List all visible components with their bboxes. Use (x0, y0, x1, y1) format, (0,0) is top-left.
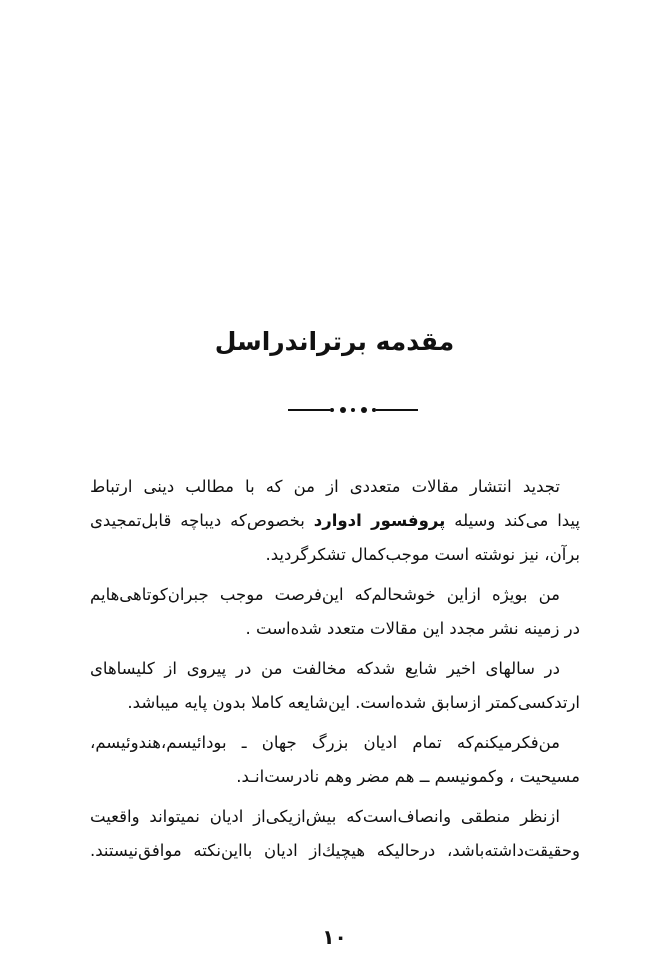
paragraph-2 (90, 578, 580, 646)
text-run: بخصوص‌که دیباچه قابل‌تمجیدی (90, 511, 314, 530)
paragraph-4 (90, 726, 580, 794)
text-line: مسیحیت ، وکمونیسم ــ هم مضر وهم نادرست‌انـد. (236, 767, 580, 786)
ornament-dot (361, 407, 367, 413)
chapter-title: مقدمه برتراندراسل (214, 327, 455, 356)
text-line: در زمینه نشر مجدد این مقالات متعدد شده‌است . (245, 619, 580, 638)
author-name: پروفسور ادوارد (313, 511, 446, 530)
paragraph-3 (90, 652, 580, 720)
text-line: تجدید انتشار مقالات متعددی از من که با مطالب دینی ارتباط (90, 477, 560, 496)
text-line: من‌فکرمیکنم‌که تمام ادیان بزرگ جهان ـ بودائیسم،هندوئیسم، (90, 733, 560, 752)
paragraph-5 (90, 800, 580, 868)
text-line: ازنظر منطقی وانصاف‌است‌که بیش‌ازیکی‌از ادیان نمیتواند واقعیت (90, 807, 560, 826)
title-ornament (288, 404, 418, 416)
text-line: برآن، نیز نوشته است موجب‌کمال تشکرگردید. (265, 545, 580, 564)
text-line (90, 504, 580, 538)
ornament-dots (330, 404, 376, 416)
page-number: ۱۰ (322, 925, 347, 949)
ornament-dot (330, 408, 334, 412)
ornament-dot (351, 408, 355, 412)
text-line: وحقیقت‌داشته‌باشد، درحالیکه هیچیك‌از ادیان بااین‌نکته موافق‌نیستند. (90, 841, 580, 860)
body-text (90, 470, 580, 868)
ornament-dot (340, 407, 346, 413)
text-run: پیدا می‌کند وسیله (445, 511, 581, 530)
ornament-line-left (288, 409, 330, 411)
paragraph-1 (90, 470, 580, 572)
text-line: ارتدکسی‌کمتر ازسابق شده‌است. این‌شایعه کاملا بدون پایه میباشد. (127, 693, 580, 712)
text-line: در سالهای اخیر شایع شدکه مخالفت من در پیروی از کلیساهای (90, 659, 560, 678)
ornament-line-right (376, 409, 418, 411)
text-line: من بویژه ازاین خوشحالم‌که این‌فرصت موجب جبران‌کوتاهی‌هایم (90, 585, 560, 604)
